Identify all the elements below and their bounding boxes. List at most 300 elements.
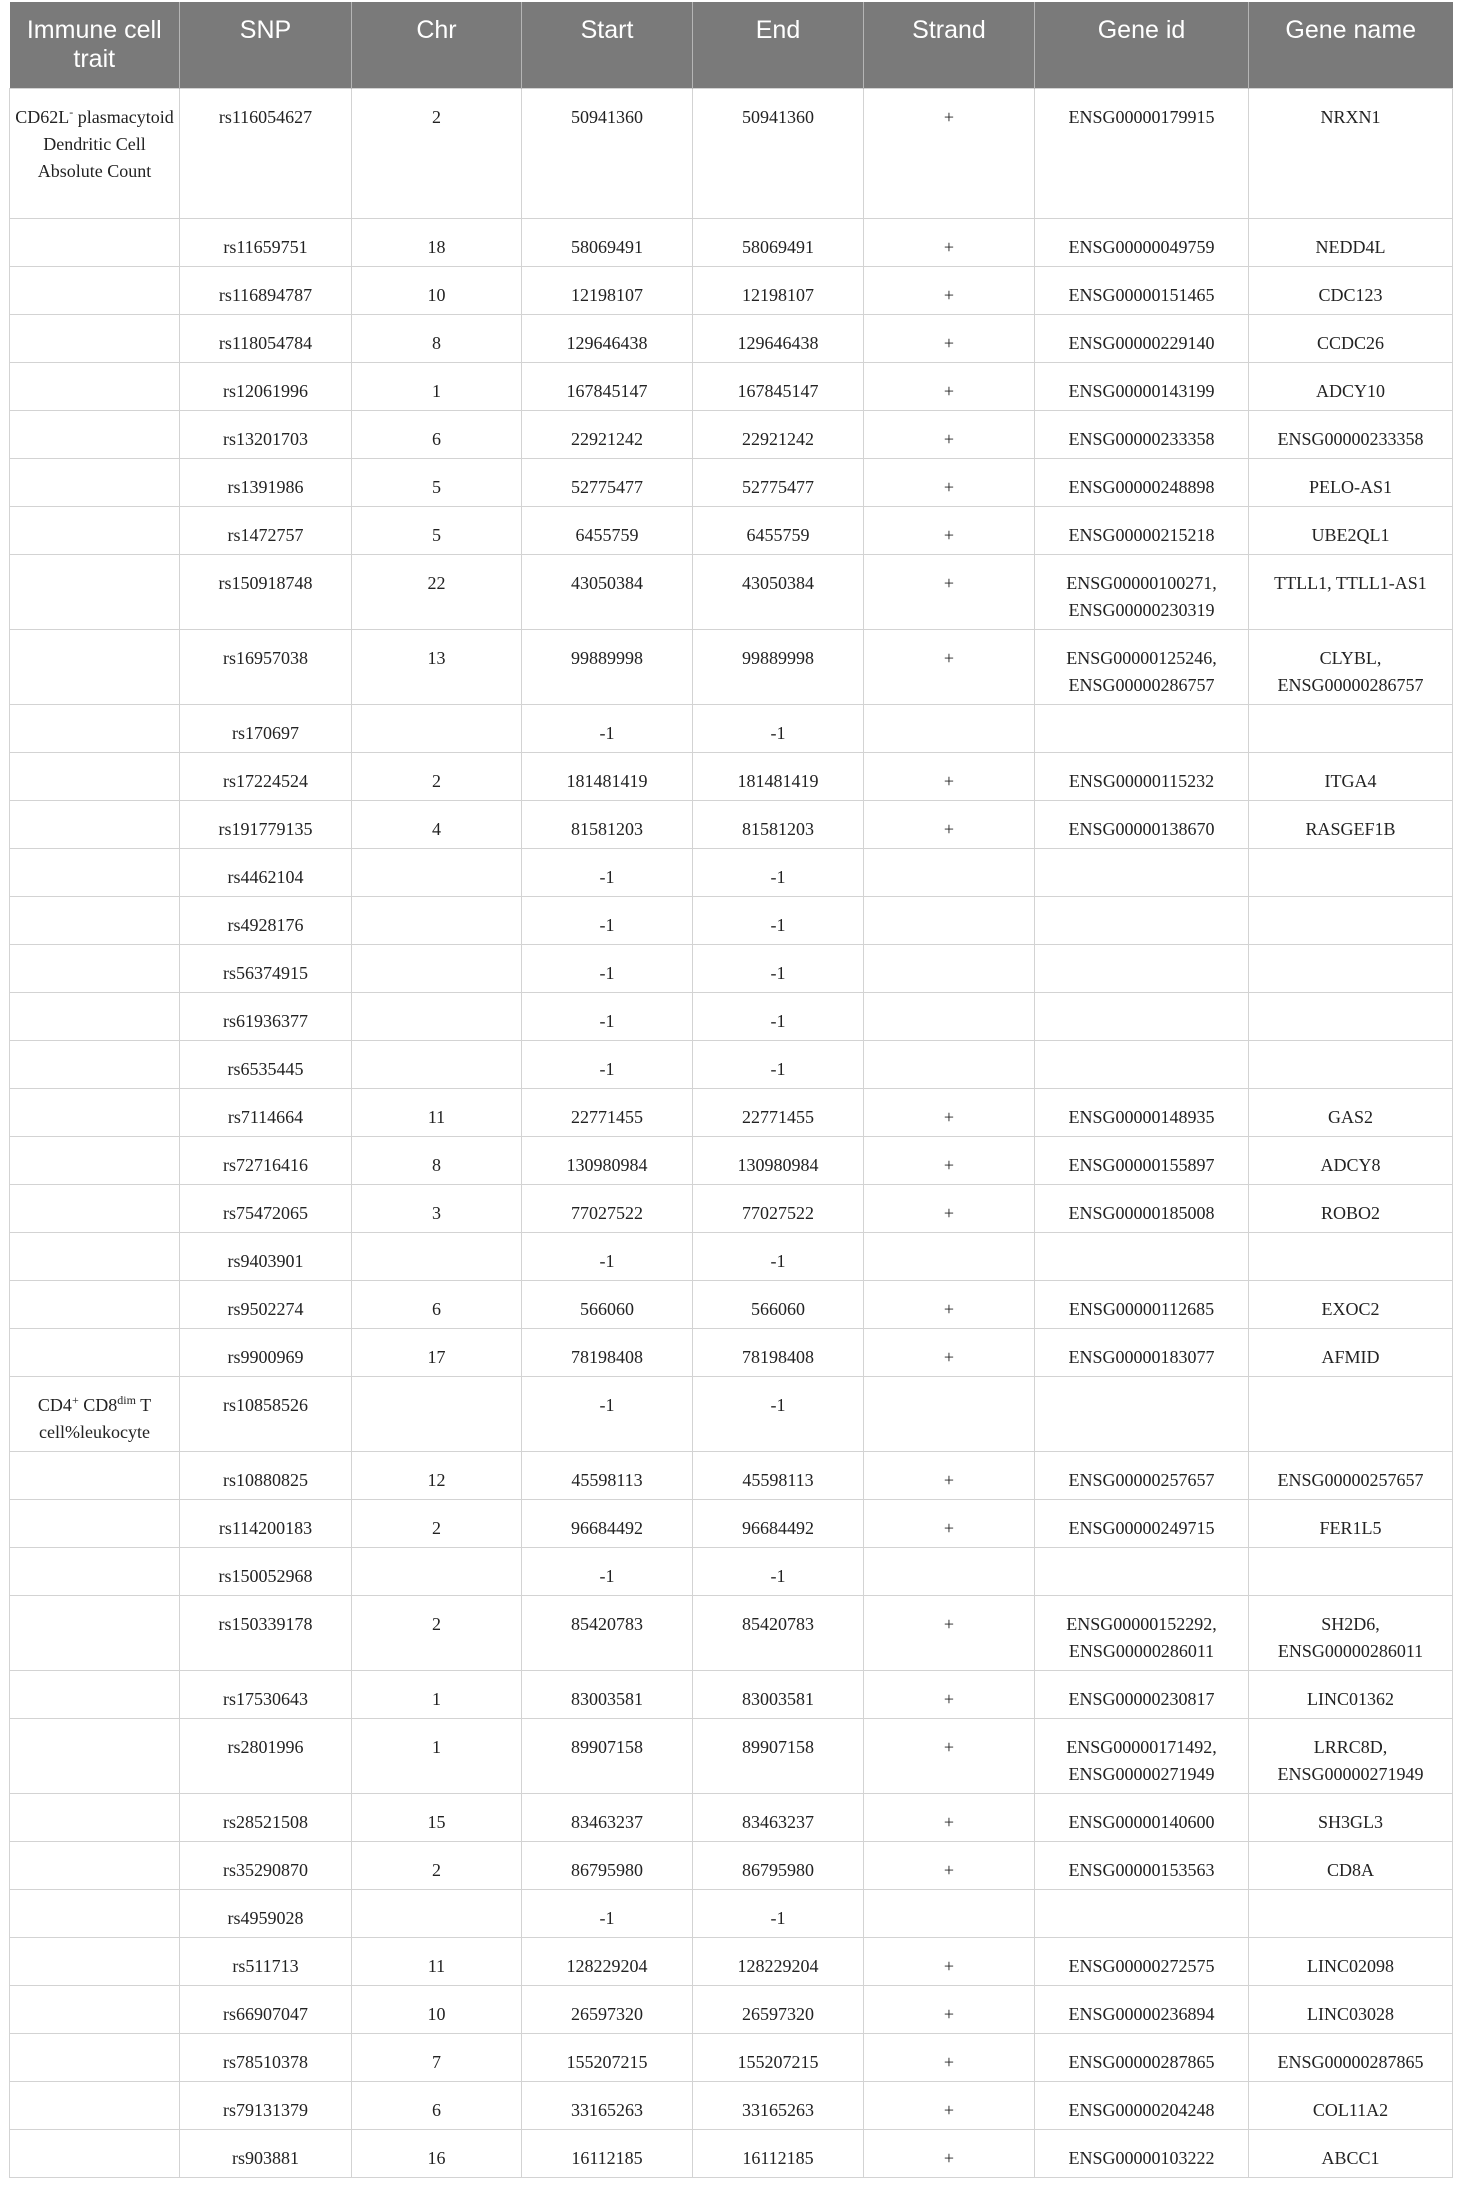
gene-name-cell: NEDD4L <box>1249 218 1453 266</box>
gene-name-cell <box>1249 1376 1453 1451</box>
chr-cell <box>352 896 522 944</box>
start-cell: -1 <box>522 704 693 752</box>
header-snp: SNP <box>180 2 352 88</box>
snp-cell: rs114200183 <box>180 1499 352 1547</box>
immune-cell-trait-cell <box>10 848 180 896</box>
gene-id-cell: ENSG00000148935 <box>1035 1088 1249 1136</box>
chr-cell: 11 <box>352 1937 522 1985</box>
start-cell: 26597320 <box>522 1985 693 2033</box>
table-row <box>10 362 1453 410</box>
end-cell: 22771455 <box>693 1088 864 1136</box>
gene-id-cell: ENSG00000151465 <box>1035 266 1249 314</box>
strand-cell <box>864 848 1035 896</box>
header-gene-name: Gene name <box>1249 2 1453 88</box>
chr-cell <box>352 1040 522 1088</box>
chr-cell <box>352 1889 522 1937</box>
strand-cell <box>864 992 1035 1040</box>
start-cell: -1 <box>522 1040 693 1088</box>
strand-cell: + <box>864 1985 1035 2033</box>
start-cell: 99889998 <box>522 629 693 704</box>
gene-id-cell: ENSG00000153563 <box>1035 1841 1249 1889</box>
gene-id-cell <box>1035 1595 1249 1670</box>
end-cell: 83463237 <box>693 1793 864 1841</box>
immune-cell-trait-cell <box>10 1841 180 1889</box>
gene-id-cell: ENSG00000249715 <box>1035 1499 1249 1547</box>
strand-cell: + <box>864 2081 1035 2129</box>
strand-cell: + <box>864 88 1035 218</box>
strand-cell <box>864 944 1035 992</box>
chr-cell: 3 <box>352 1184 522 1232</box>
gene-id-cell: ENSG00000236894 <box>1035 1985 1249 2033</box>
table-row <box>10 2081 1453 2129</box>
immune-cell-trait-cell <box>10 2129 180 2177</box>
snp-cell: rs1391986 <box>180 458 352 506</box>
snp-cell: rs75472065 <box>180 1184 352 1232</box>
trait-superscript: dim <box>117 1392 136 1407</box>
start-cell: -1 <box>522 896 693 944</box>
immune-cell-trait-cell <box>10 704 180 752</box>
chr-cell: 2 <box>352 1841 522 1889</box>
start-cell: 85420783 <box>522 1595 693 1670</box>
immune-cell-trait-cell <box>10 1232 180 1280</box>
strand-cell: + <box>864 410 1035 458</box>
gene-id-cell <box>1035 1547 1249 1595</box>
end-cell: 99889998 <box>693 629 864 704</box>
immune-cell-trait-cell <box>10 458 180 506</box>
chr-cell: 6 <box>352 410 522 458</box>
chr-cell: 8 <box>352 314 522 362</box>
end-cell: -1 <box>693 1376 864 1451</box>
table-row <box>10 410 1453 458</box>
snp-cell: rs79131379 <box>180 2081 352 2129</box>
end-cell: 83003581 <box>693 1670 864 1718</box>
gene-name-cell <box>1249 944 1453 992</box>
table-row <box>10 1376 1453 1451</box>
immune-cell-trait-cell <box>10 1670 180 1718</box>
gene-name-cell: EXOC2 <box>1249 1280 1453 1328</box>
snp-cell: rs150339178 <box>180 1595 352 1670</box>
snp-cell: rs66907047 <box>180 1985 352 2033</box>
gene-name-cell: ADCY10 <box>1249 362 1453 410</box>
gene-id-cell: ENSG00000287865 <box>1035 2033 1249 2081</box>
gene-id-cell <box>1035 554 1249 629</box>
strand-cell: + <box>864 1841 1035 1889</box>
start-cell: -1 <box>522 1232 693 1280</box>
start-cell: 86795980 <box>522 1841 693 1889</box>
table-row <box>10 1328 1453 1376</box>
start-cell: 566060 <box>522 1280 693 1328</box>
table-row <box>10 848 1453 896</box>
end-cell: 85420783 <box>693 1595 864 1670</box>
strand-cell: + <box>864 1718 1035 1793</box>
end-cell: 128229204 <box>693 1937 864 1985</box>
chr-cell <box>352 944 522 992</box>
end-cell: 96684492 <box>693 1499 864 1547</box>
trait-part: T cell%leukocyte <box>39 1394 152 1442</box>
table-row <box>10 1547 1453 1595</box>
gene-name-cell: AFMID <box>1249 1328 1453 1376</box>
table-row <box>10 1499 1453 1547</box>
gene-name-cell <box>1249 704 1453 752</box>
gene-id-cell: ENSG00000103222 <box>1035 2129 1249 2177</box>
snp-cell: rs10858526 <box>180 1376 352 1451</box>
strand-cell: + <box>864 1088 1035 1136</box>
gene-name-cell <box>1249 1232 1453 1280</box>
chr-cell: 10 <box>352 1985 522 2033</box>
header-chr: Chr <box>352 2 522 88</box>
snp-cell: rs6535445 <box>180 1040 352 1088</box>
gene-name-cell: ENSG00000257657 <box>1249 1451 1453 1499</box>
chr-cell: 4 <box>352 800 522 848</box>
gene-id-line: ENSG00000286757 <box>1068 674 1215 695</box>
gene-id-cell: ENSG00000257657 <box>1035 1451 1249 1499</box>
immune-cell-trait-cell <box>10 88 180 218</box>
end-cell: 89907158 <box>693 1718 864 1793</box>
table-row <box>10 1136 1453 1184</box>
snp-cell: rs1472757 <box>180 506 352 554</box>
gene-id-cell <box>1035 1889 1249 1937</box>
start-cell: 128229204 <box>522 1937 693 1985</box>
immune-cell-trait-cell <box>10 266 180 314</box>
strand-cell: + <box>864 506 1035 554</box>
end-cell: 81581203 <box>693 800 864 848</box>
immune-cell-trait-cell <box>10 218 180 266</box>
gene-id-cell <box>1035 1040 1249 1088</box>
start-cell: 78198408 <box>522 1328 693 1376</box>
snp-cell: rs10880825 <box>180 1451 352 1499</box>
snp-cell: rs191779135 <box>180 800 352 848</box>
table-row <box>10 266 1453 314</box>
trait-part: CD8 <box>78 1394 118 1415</box>
chr-cell: 2 <box>352 1595 522 1670</box>
gene-id-cell <box>1035 848 1249 896</box>
immune-cell-trait-cell <box>10 506 180 554</box>
start-cell: 83003581 <box>522 1670 693 1718</box>
end-cell: 26597320 <box>693 1985 864 2033</box>
end-cell: 181481419 <box>693 752 864 800</box>
table-row <box>10 896 1453 944</box>
gene-name-cell <box>1249 896 1453 944</box>
end-cell: 45598113 <box>693 1451 864 1499</box>
snp-cell: rs170697 <box>180 704 352 752</box>
immune-cell-trait-cell <box>10 1547 180 1595</box>
immune-cell-trait-cell <box>10 1136 180 1184</box>
gene-name-line: ENSG00000286757 <box>1277 674 1424 695</box>
gene-name-cell: ADCY8 <box>1249 1136 1453 1184</box>
table-row <box>10 1937 1453 1985</box>
snp-cell: rs903881 <box>180 2129 352 2177</box>
gene-id-line: ENSG00000230319 <box>1068 599 1215 620</box>
chr-cell <box>352 848 522 896</box>
chr-cell: 18 <box>352 218 522 266</box>
chr-cell: 22 <box>352 554 522 629</box>
end-cell: 78198408 <box>693 1328 864 1376</box>
end-cell: 16112185 <box>693 2129 864 2177</box>
end-cell: 58069491 <box>693 218 864 266</box>
gene-id-cell: ENSG00000183077 <box>1035 1328 1249 1376</box>
table-row <box>10 629 1453 704</box>
chr-cell: 10 <box>352 266 522 314</box>
table-row <box>10 2129 1453 2177</box>
strand-cell: + <box>864 1670 1035 1718</box>
trait-superscript: + <box>71 1392 79 1407</box>
gene-id-cell <box>1035 629 1249 704</box>
table-row <box>10 506 1453 554</box>
immune-cell-trait-cell <box>10 1451 180 1499</box>
start-cell: -1 <box>522 944 693 992</box>
snp-cell: rs511713 <box>180 1937 352 1985</box>
snp-cell: rs4928176 <box>180 896 352 944</box>
chr-cell <box>352 704 522 752</box>
strand-cell: + <box>864 800 1035 848</box>
end-cell: 52775477 <box>693 458 864 506</box>
chr-cell: 2 <box>352 752 522 800</box>
gene-name-cell: ROBO2 <box>1249 1184 1453 1232</box>
trait-part: CD4 <box>37 1394 72 1415</box>
table-row <box>10 992 1453 1040</box>
immune-cell-trait-cell <box>10 896 180 944</box>
table-row <box>10 1793 1453 1841</box>
chr-cell: 11 <box>352 1088 522 1136</box>
gene-name-cell: CD8A <box>1249 1841 1453 1889</box>
gene-name-cell: ITGA4 <box>1249 752 1453 800</box>
gene-name-cell <box>1249 1889 1453 1937</box>
snp-cell: rs17224524 <box>180 752 352 800</box>
strand-cell: + <box>864 1184 1035 1232</box>
start-cell: 22771455 <box>522 1088 693 1136</box>
start-cell: 155207215 <box>522 2033 693 2081</box>
chr-cell: 17 <box>352 1328 522 1376</box>
gene-id-cell <box>1035 704 1249 752</box>
start-cell: 52775477 <box>522 458 693 506</box>
table-row <box>10 1889 1453 1937</box>
table-row <box>10 554 1453 629</box>
snp-cell: rs13201703 <box>180 410 352 458</box>
strand-cell <box>864 1232 1035 1280</box>
strand-cell <box>864 1547 1035 1595</box>
gene-id-cell: ENSG00000140600 <box>1035 1793 1249 1841</box>
chr-cell: 2 <box>352 1499 522 1547</box>
gene-name-line: ENSG00000271949 <box>1277 1763 1424 1784</box>
strand-cell: + <box>864 1328 1035 1376</box>
immune-cell-trait-cell <box>10 629 180 704</box>
gene-name-cell <box>1249 992 1453 1040</box>
table-row <box>10 1985 1453 2033</box>
start-cell: 45598113 <box>522 1451 693 1499</box>
chr-cell: 1 <box>352 1718 522 1793</box>
chr-cell <box>352 992 522 1040</box>
gene-id-cell: ENSG00000272575 <box>1035 1937 1249 1985</box>
chr-cell: 8 <box>352 1136 522 1184</box>
immune-cell-trait-cell <box>10 800 180 848</box>
gene-id-line: ENSG00000152292, <box>1066 1613 1217 1634</box>
immune-cell-trait-cell <box>10 1040 180 1088</box>
snp-cell: rs118054784 <box>180 314 352 362</box>
immune-cell-trait-cell <box>10 1985 180 2033</box>
strand-cell: + <box>864 362 1035 410</box>
gene-name-cell: LINC03028 <box>1249 1985 1453 2033</box>
strand-cell <box>864 1889 1035 1937</box>
immune-cell-trait-cell <box>10 1937 180 1985</box>
strand-cell: + <box>864 2129 1035 2177</box>
immune-cell-trait-cell <box>10 2081 180 2129</box>
start-cell: 81581203 <box>522 800 693 848</box>
immune-cell-trait-cell <box>10 1499 180 1547</box>
start-cell: 43050384 <box>522 554 693 629</box>
header-strand: Strand <box>864 2 1035 88</box>
start-cell: -1 <box>522 1547 693 1595</box>
immune-cell-trait-cell <box>10 1376 180 1451</box>
immune-cell-trait-cell <box>10 314 180 362</box>
gene-name-cell: CDC123 <box>1249 266 1453 314</box>
end-cell: 167845147 <box>693 362 864 410</box>
snp-cell: rs9403901 <box>180 1232 352 1280</box>
table-row <box>10 88 1453 218</box>
immune-cell-trait-cell <box>10 1088 180 1136</box>
table-row <box>10 1232 1453 1280</box>
gene-name-cell: NRXN1 <box>1249 88 1453 218</box>
start-cell: 77027522 <box>522 1184 693 1232</box>
table-row <box>10 1451 1453 1499</box>
gene-id-cell <box>1035 1376 1249 1451</box>
snp-cell: rs72716416 <box>180 1136 352 1184</box>
gene-id-cell: ENSG00000185008 <box>1035 1184 1249 1232</box>
gene-id-cell: ENSG00000155897 <box>1035 1136 1249 1184</box>
immune-cell-trait-cell <box>10 1889 180 1937</box>
gene-name-cell <box>1249 1547 1453 1595</box>
start-cell: -1 <box>522 1376 693 1451</box>
start-cell: 16112185 <box>522 2129 693 2177</box>
start-cell: 12198107 <box>522 266 693 314</box>
gene-id-line: ENSG00000286011 <box>1068 1640 1215 1661</box>
gene-name-cell: PELO-AS1 <box>1249 458 1453 506</box>
snp-cell: rs56374915 <box>180 944 352 992</box>
gene-id-line: ENSG00000100271, <box>1066 572 1217 593</box>
table-row <box>10 1670 1453 1718</box>
end-cell: 129646438 <box>693 314 864 362</box>
start-cell: 58069491 <box>522 218 693 266</box>
chr-cell: 7 <box>352 2033 522 2081</box>
strand-cell <box>864 1376 1035 1451</box>
start-cell: 96684492 <box>522 1499 693 1547</box>
end-cell: 22921242 <box>693 410 864 458</box>
gene-name-line: CLYBL, <box>1319 647 1382 668</box>
table-row <box>10 800 1453 848</box>
snp-cell: rs116054627 <box>180 88 352 218</box>
gene-id-cell: ENSG00000179915 <box>1035 88 1249 218</box>
table-row <box>10 314 1453 362</box>
end-cell: 86795980 <box>693 1841 864 1889</box>
header-end: End <box>693 2 864 88</box>
end-cell: -1 <box>693 1889 864 1937</box>
table-header-row <box>10 2 1453 88</box>
immune-cell-trait-cell <box>10 1184 180 1232</box>
gene-id-cell: ENSG00000049759 <box>1035 218 1249 266</box>
strand-cell: + <box>864 629 1035 704</box>
start-cell: 6455759 <box>522 506 693 554</box>
gene-name-cell: CCDC26 <box>1249 314 1453 362</box>
strand-cell: + <box>864 1136 1035 1184</box>
strand-cell: + <box>864 752 1035 800</box>
trait-base: CD62L <box>15 106 70 127</box>
gene-name-cell: SH3GL3 <box>1249 1793 1453 1841</box>
trait-superscript: - <box>69 104 74 119</box>
chr-cell <box>352 1547 522 1595</box>
gene-name-cell: UBE2QL1 <box>1249 506 1453 554</box>
chr-cell: 12 <box>352 1451 522 1499</box>
end-cell: 566060 <box>693 1280 864 1328</box>
chr-cell: 1 <box>352 1670 522 1718</box>
snp-cell: rs17530643 <box>180 1670 352 1718</box>
gene-name-cell: LINC02098 <box>1249 1937 1453 1985</box>
start-cell: 130980984 <box>522 1136 693 1184</box>
gene-id-line: ENSG00000171492, <box>1066 1736 1217 1757</box>
snp-cell: rs7114664 <box>180 1088 352 1136</box>
chr-cell: 5 <box>352 506 522 554</box>
table-row <box>10 1040 1453 1088</box>
chr-cell: 15 <box>352 1793 522 1841</box>
start-cell: -1 <box>522 992 693 1040</box>
chr-cell <box>352 1376 522 1451</box>
start-cell: 22921242 <box>522 410 693 458</box>
snp-cell: rs150918748 <box>180 554 352 629</box>
strand-cell: + <box>864 458 1035 506</box>
immune-cell-trait-cell <box>10 2033 180 2081</box>
snp-table-container <box>9 2 1452 2178</box>
gene-id-cell: ENSG00000230817 <box>1035 1670 1249 1718</box>
snp-cell: rs9502274 <box>180 1280 352 1328</box>
chr-cell: 16 <box>352 2129 522 2177</box>
snp-cell: rs4959028 <box>180 1889 352 1937</box>
gene-id-cell: ENSG00000112685 <box>1035 1280 1249 1328</box>
header-immune-cell-trait: Immune cell trait <box>10 2 180 88</box>
gene-id-cell <box>1035 1718 1249 1793</box>
snp-cell: rs9900969 <box>180 1328 352 1376</box>
end-cell: 43050384 <box>693 554 864 629</box>
gene-name-cell <box>1249 629 1453 704</box>
gene-id-cell <box>1035 992 1249 1040</box>
end-cell: -1 <box>693 704 864 752</box>
snp-cell: rs12061996 <box>180 362 352 410</box>
gene-id-cell <box>1035 1232 1249 1280</box>
end-cell: 50941360 <box>693 88 864 218</box>
snp-cell: rs11659751 <box>180 218 352 266</box>
snp-annotation-table <box>9 2 1453 2178</box>
gene-name-cell: TTLL1, TTLL1-AS1 <box>1249 554 1453 629</box>
snp-cell: rs4462104 <box>180 848 352 896</box>
table-row <box>10 218 1453 266</box>
end-cell: -1 <box>693 896 864 944</box>
start-cell: 129646438 <box>522 314 693 362</box>
header-gene-id: Gene id <box>1035 2 1249 88</box>
end-cell: 155207215 <box>693 2033 864 2081</box>
strand-cell <box>864 704 1035 752</box>
immune-cell-trait-cell <box>10 554 180 629</box>
header-start: Start <box>522 2 693 88</box>
immune-cell-trait-cell <box>10 1793 180 1841</box>
table-row <box>10 2033 1453 2081</box>
start-cell: -1 <box>522 1889 693 1937</box>
end-cell: -1 <box>693 992 864 1040</box>
start-cell: 167845147 <box>522 362 693 410</box>
strand-cell: + <box>864 1595 1035 1670</box>
start-cell: 33165263 <box>522 2081 693 2129</box>
start-cell: -1 <box>522 848 693 896</box>
immune-cell-trait-cell <box>10 362 180 410</box>
snp-cell: rs35290870 <box>180 1841 352 1889</box>
gene-name-cell <box>1249 848 1453 896</box>
trait-rest: plasmacytoid Dendritic Cell Absolute Count <box>37 106 174 181</box>
